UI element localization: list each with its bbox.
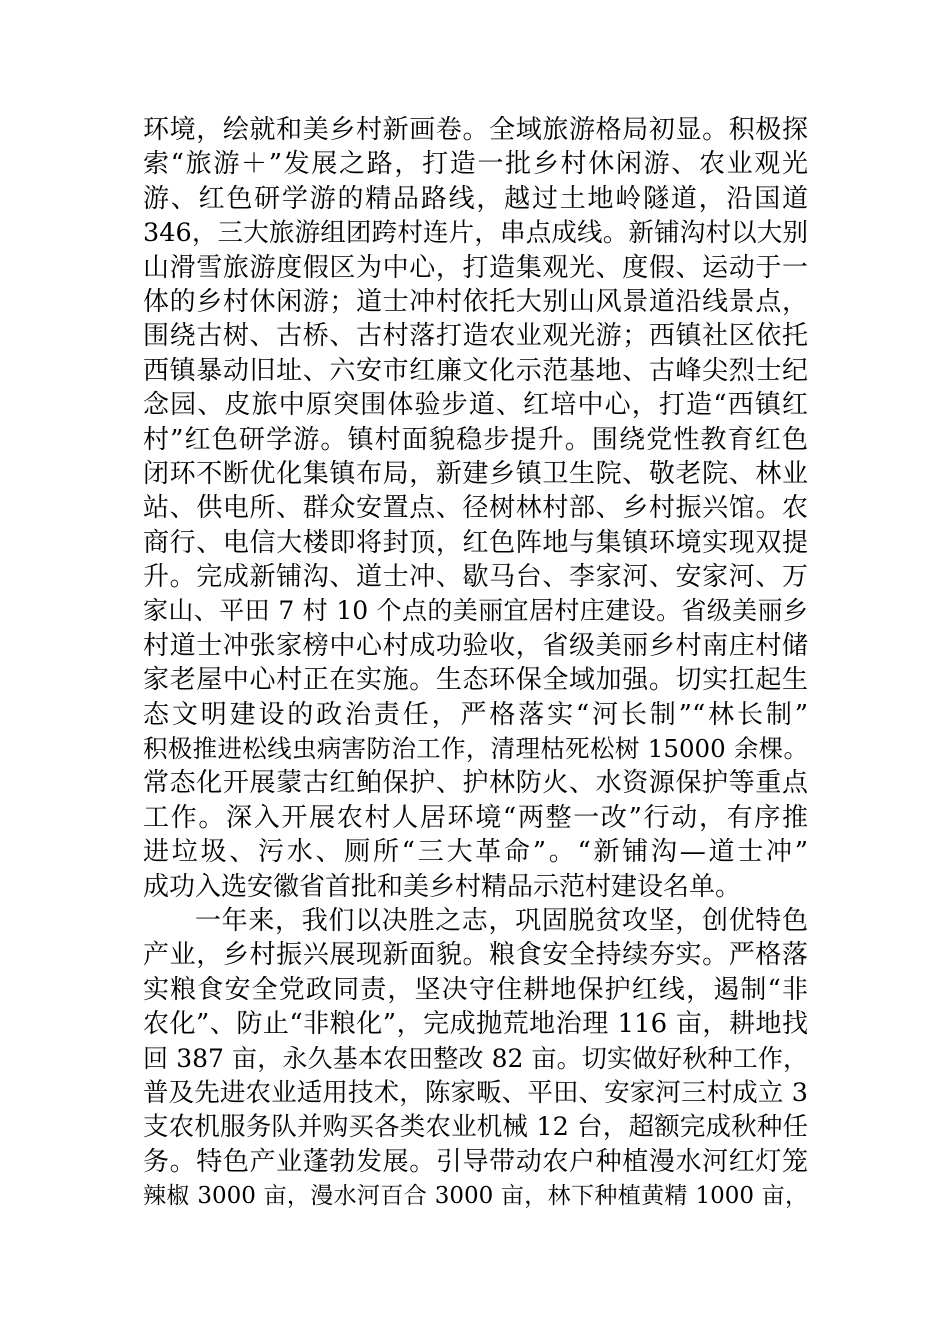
text-line: 辣椒 3000 亩，漫水河百合 3000 亩，林下种植黄精 1000 亩， bbox=[143, 1183, 808, 1210]
text-line: 工作。深入开展农村人居环境“两整一改”行动，有序推 bbox=[143, 802, 808, 833]
text-line: 站、供电所、群众安置点、径树林村部、乡村振兴馆。农 bbox=[143, 493, 808, 524]
text-line: 村”红色研学游。镇村面貌稳步提升。围绕党性教育红色 bbox=[143, 424, 808, 455]
text-line: 进垃圾、污水、厕所“三大革命”。“新铺沟—道士冲” bbox=[143, 837, 808, 868]
text-line: 农化”、防止“非粮化”，完成抛荒地治理 116 亩，耕地找 bbox=[143, 1009, 808, 1040]
document-page bbox=[143, 113, 808, 1214]
text-line: 家山、平田 7 村 10 个点的美丽宜居村庄建设。省级美丽乡 bbox=[143, 596, 808, 626]
text-line: 念园、皮旅中原突围体验步道、红培中心，打造“西镇红 bbox=[143, 390, 808, 421]
text-line: 成功入选安徽省首批和美乡村精品示范村建设名单。 bbox=[143, 871, 742, 902]
text-line: 积极推进松线虫病害防治工作，清理枯死松树 15000 余棵。 bbox=[143, 734, 808, 764]
text-line: 升。完成新铺沟、道士冲、歇马台、李家河、安家河、万 bbox=[143, 562, 808, 593]
text-line: 支农机服务队并购买各类农业机械 12 台，超额完成秋种任 bbox=[143, 1112, 808, 1143]
text-line: 西镇暴动旧址、六安市红廉文化示范基地、古峰尖烈士纪 bbox=[143, 355, 808, 386]
text-line: 村道士冲张家榜中心村成功验收，省级美丽乡村南庄村储 bbox=[143, 630, 808, 661]
text-line: 闭环不断优化集镇布局，新建乡镇卫生院、敬老院、林业 bbox=[143, 458, 808, 489]
text-line: 普及先进农业适用技术，陈家畈、平田、安家河三村成立 3 bbox=[143, 1077, 808, 1108]
text-line: 常态化开展蒙古红鲌保护、护林防火、水资源保护等重点 bbox=[143, 768, 808, 799]
text-line: 回 387 亩，永久基本农田整改 82 亩。切实做好秋种工作， bbox=[143, 1043, 808, 1073]
text-line: 实粮食安全党政同责，坚决守住耕地保护红线，遏制“非 bbox=[143, 974, 808, 1005]
text-line: 产业，乡村振兴展现新面貌。粮食安全持续夯实。严格落 bbox=[143, 940, 808, 971]
text-line: 围绕古树、古桥、古村落打造农业观光游；西镇社区依托 bbox=[143, 321, 808, 352]
text-line: 索“旅游＋”发展之路，打造一批乡村休闲游、农业观光 bbox=[143, 149, 808, 180]
text-line: 家老屋中心村正在实施。生态环保全域加强。切实扛起生 bbox=[143, 665, 808, 696]
text-line: 游、红色研学游的精品路线，越过土地岭隧道，沿国道 bbox=[143, 183, 808, 214]
text-line: 体的乡村休闲游；道士冲村依托大别山风景道沿线景点， bbox=[143, 286, 808, 317]
paragraph-1 bbox=[143, 113, 808, 904]
text-line: 商行、电信大楼即将封顶，红色阵地与集镇环境实现双提 bbox=[143, 527, 808, 558]
text-line: 一年来，我们以决胜之志，巩固脱贫攻坚，创优特色 bbox=[195, 905, 808, 936]
text-line: 山滑雪旅游度假区为中心，打造集观光、度假、运动于一 bbox=[143, 252, 808, 283]
text-line: 务。特色产业蓬勃发展。引导带动农户种植漫水河红灯笼 bbox=[143, 1146, 808, 1177]
paragraph-2 bbox=[143, 904, 808, 1214]
text-line: 环境，绘就和美乡村新画卷。全域旅游格局初显。积极探 bbox=[143, 115, 808, 145]
text-line: 346，三大旅游组团跨村连片，串点成线。新铺沟村以大别 bbox=[143, 218, 808, 249]
text-line: 态文明建设的政治责任，严格落实“河长制”“林长制” bbox=[143, 699, 808, 730]
